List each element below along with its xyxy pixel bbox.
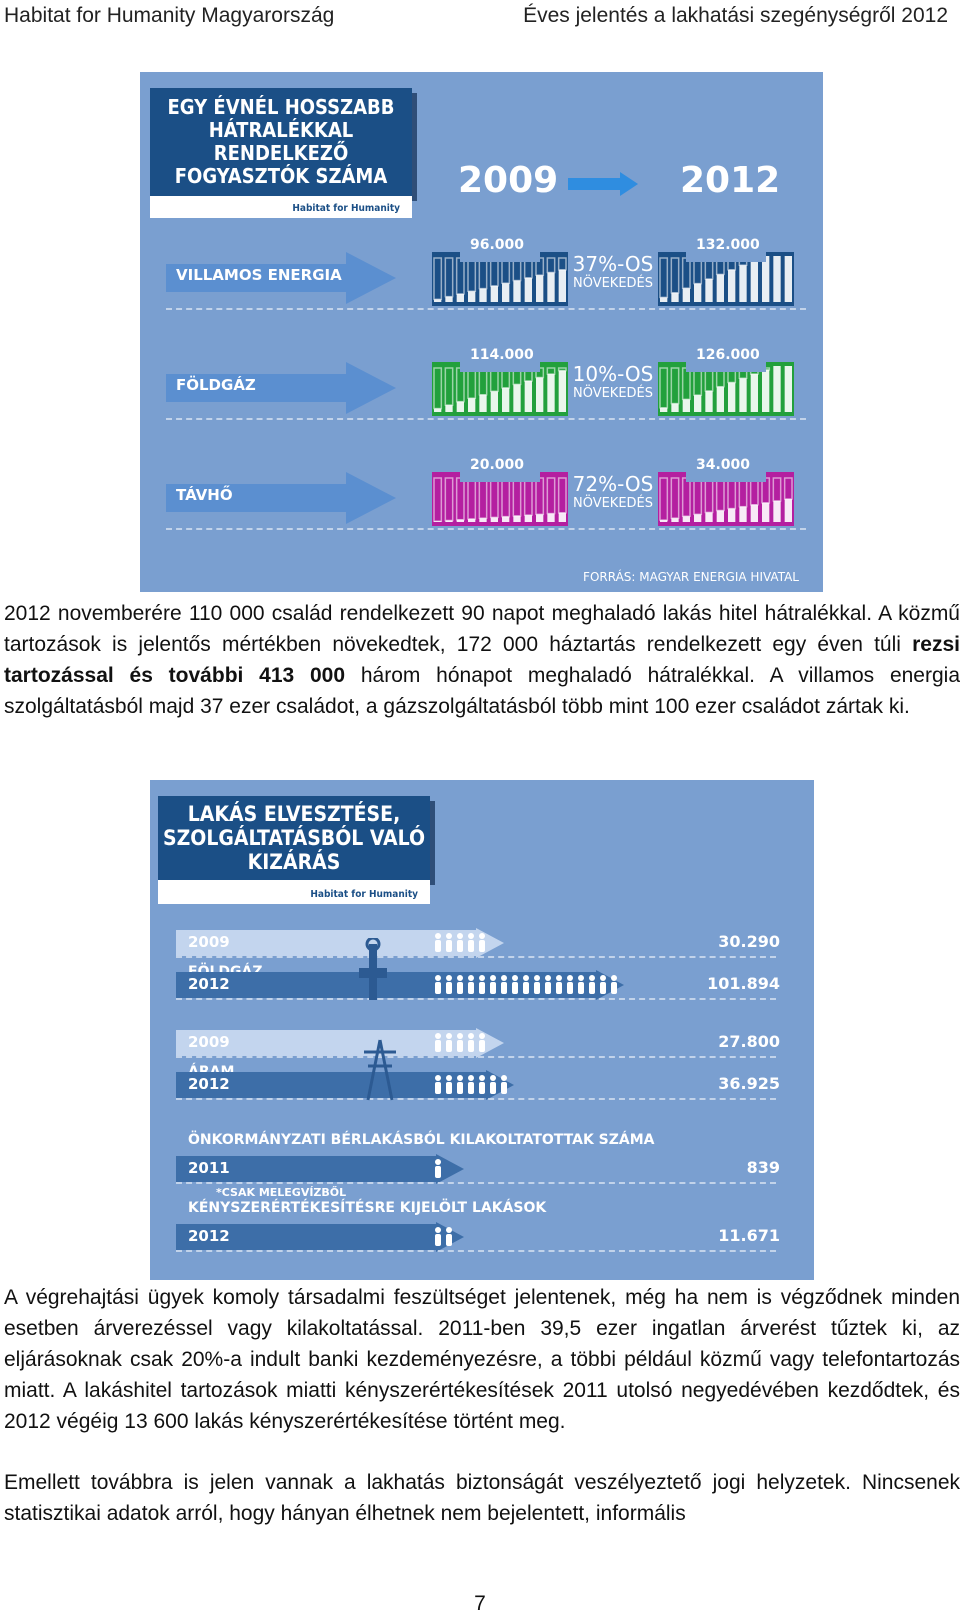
paragraph-text: három hónapot meghaladó hátralékkal. A villamos energia szolgáltatásból majd 37 ezer családot, a gázszolgáltatásból több mint 100 ezer családot zártak ki. bbox=[4, 664, 960, 718]
row-divider bbox=[176, 956, 776, 958]
stat-bar-block bbox=[658, 464, 794, 526]
habitat-logo: Habitat for Humanity bbox=[292, 202, 400, 214]
row-divider bbox=[166, 418, 806, 420]
habitat-logo: Habitat for Humanity bbox=[310, 888, 418, 900]
stat-value: 114.000 bbox=[470, 347, 534, 363]
stat-bar-block bbox=[658, 354, 794, 416]
row-label: VILLAMOS ENERGIA bbox=[176, 266, 342, 284]
stat-bar-block bbox=[432, 464, 568, 526]
bar-value: 30.290 bbox=[718, 932, 780, 951]
bar-year: 2009 bbox=[188, 1033, 230, 1051]
growth-percent-value: 72%-OS bbox=[572, 472, 654, 496]
paragraph-text: 2012 novemberére 110 000 család rendelkezett 90 napot meghaladó lakás hitel hátralékkal. A közmű tartozások is jelentős mértékben növekedtek, 172 000 háztartás rendelkezett egy éven túli bbox=[4, 602, 960, 656]
year-arrow-icon bbox=[568, 172, 648, 196]
growth-label: NÖVEKEDÉS bbox=[572, 496, 654, 511]
bar-value: 27.800 bbox=[718, 1032, 780, 1051]
stat-bar-block bbox=[658, 244, 794, 306]
comparison-bar bbox=[176, 970, 626, 1000]
row-label: FÖLDGÁZ bbox=[176, 376, 256, 394]
stat-bar-block bbox=[432, 244, 568, 306]
row-divider bbox=[176, 998, 776, 1000]
source-note: FORRÁS: MAGYAR ENERGIA HIVATAL bbox=[583, 570, 799, 584]
row-divider bbox=[166, 528, 806, 530]
stat-value: 20.000 bbox=[470, 457, 525, 473]
row-divider bbox=[166, 308, 806, 310]
infographic1-title-box bbox=[150, 88, 412, 214]
infographic2-title-box bbox=[158, 796, 430, 900]
stat-value: 34.000 bbox=[696, 457, 751, 473]
year-2012: 2012 bbox=[680, 160, 781, 201]
paragraph-legal-situations: Emellett továbbra is jelen vannak a lakhatás biztonságát veszélyeztető jogi helyzetek. Nincsenek statisztikai adatok arról, hogy hányan élhetnek nem bejelentett, informális bbox=[4, 1471, 960, 1525]
stat-value: 126.000 bbox=[696, 347, 760, 363]
foreclosure-label: KÉNYSZERÉRTÉKESÍTÉSRE KIJELÖLT LAKÁSOK bbox=[188, 1200, 547, 1216]
growth-percent bbox=[570, 362, 656, 401]
growth-label: NÖVEKEDÉS bbox=[572, 386, 654, 401]
growth-percent-value: 37%-OS bbox=[572, 252, 654, 276]
stat-bar-block bbox=[432, 354, 568, 416]
infographic2-title-line: LAKÁS ELVESZTÉSE, bbox=[187, 802, 401, 826]
bar-year: 2012 bbox=[188, 1227, 230, 1245]
infographic1-title-line: FOGYASZTÓK SZÁMA bbox=[174, 164, 388, 188]
infographic1-title-line: EGY ÉVNÉL HOSSZABB bbox=[167, 95, 395, 119]
row-divider bbox=[176, 1250, 776, 1252]
row-divider bbox=[176, 1098, 776, 1100]
stat-value: 132.000 bbox=[696, 237, 760, 253]
growth-label: NÖVEKEDÉS bbox=[572, 276, 654, 291]
paragraph-bold-text: rezsi tartozással és további 413 000 bbox=[4, 633, 960, 687]
row-label: TÁVHŐ bbox=[176, 486, 233, 504]
bar-year: 2011 bbox=[188, 1159, 230, 1177]
footnote: *CSAK MELEGVÍZBŐL bbox=[216, 1186, 347, 1199]
bar-value: 101.894 bbox=[707, 974, 780, 993]
page-number: 7 bbox=[474, 1592, 486, 1615]
infographic1-title-line: HÁTRALÉKKAL RENDELKEZŐ bbox=[208, 118, 354, 165]
infographic-arrears bbox=[140, 72, 823, 592]
paragraph-utility-debt bbox=[4, 598, 960, 722]
bar-value: 36.925 bbox=[718, 1074, 780, 1093]
header-right: Éves jelentés a lakhatási szegénységről 2012 bbox=[523, 4, 948, 27]
growth-percent bbox=[570, 472, 656, 511]
bar-year: 2012 bbox=[188, 1075, 230, 1093]
growth-percent bbox=[570, 252, 656, 291]
growth-percent-value: 10%-OS bbox=[572, 362, 654, 386]
paragraph-foreclosures: A végrehajtási ügyek komoly társadalmi feszültséget jelentenek, még ha nem is végződnek minden esetben árverezéssel vagy kilakoltatással. 2011-ben 39,5 ezer ingatlan árverést tűztek ki, az eljárásoknak csak 20%-a indult banki kezdeményezésre, a többi például közmű vagy telefontartozás miatt. A lakáshitel tartozások miatti kényszerértékesítések 2011 utolsó negyedévében kezdődtek, és 2012 végéig 13 600 lakás kényszerértékesítése történt meg. bbox=[4, 1286, 960, 1433]
header-left: Habitat for Humanity Magyarország bbox=[4, 4, 335, 27]
bar-value: 839 bbox=[746, 1158, 780, 1177]
power-pylon-icon bbox=[362, 1038, 398, 1102]
eviction-label: ÖNKORMÁNYZATI BÉRLAKÁSBÓL KILAKOLTATOTTAK SZÁMA bbox=[188, 1132, 655, 1148]
infographic2-title-line: KIZÁRÁS bbox=[247, 850, 341, 875]
stat-value: 96.000 bbox=[470, 237, 525, 253]
year-2009: 2009 bbox=[458, 160, 559, 201]
bar-year: 2009 bbox=[188, 933, 230, 951]
bar-year: 2012 bbox=[188, 975, 230, 993]
infographic2-title-line: SZOLGÁLTATÁSBÓL VALÓ bbox=[162, 826, 426, 851]
row-divider bbox=[176, 1182, 776, 1184]
row-divider bbox=[176, 1056, 776, 1058]
infographic-housing-loss bbox=[150, 780, 814, 1280]
gas-valve-icon bbox=[355, 938, 391, 1002]
bar-value: 11.671 bbox=[718, 1226, 780, 1245]
